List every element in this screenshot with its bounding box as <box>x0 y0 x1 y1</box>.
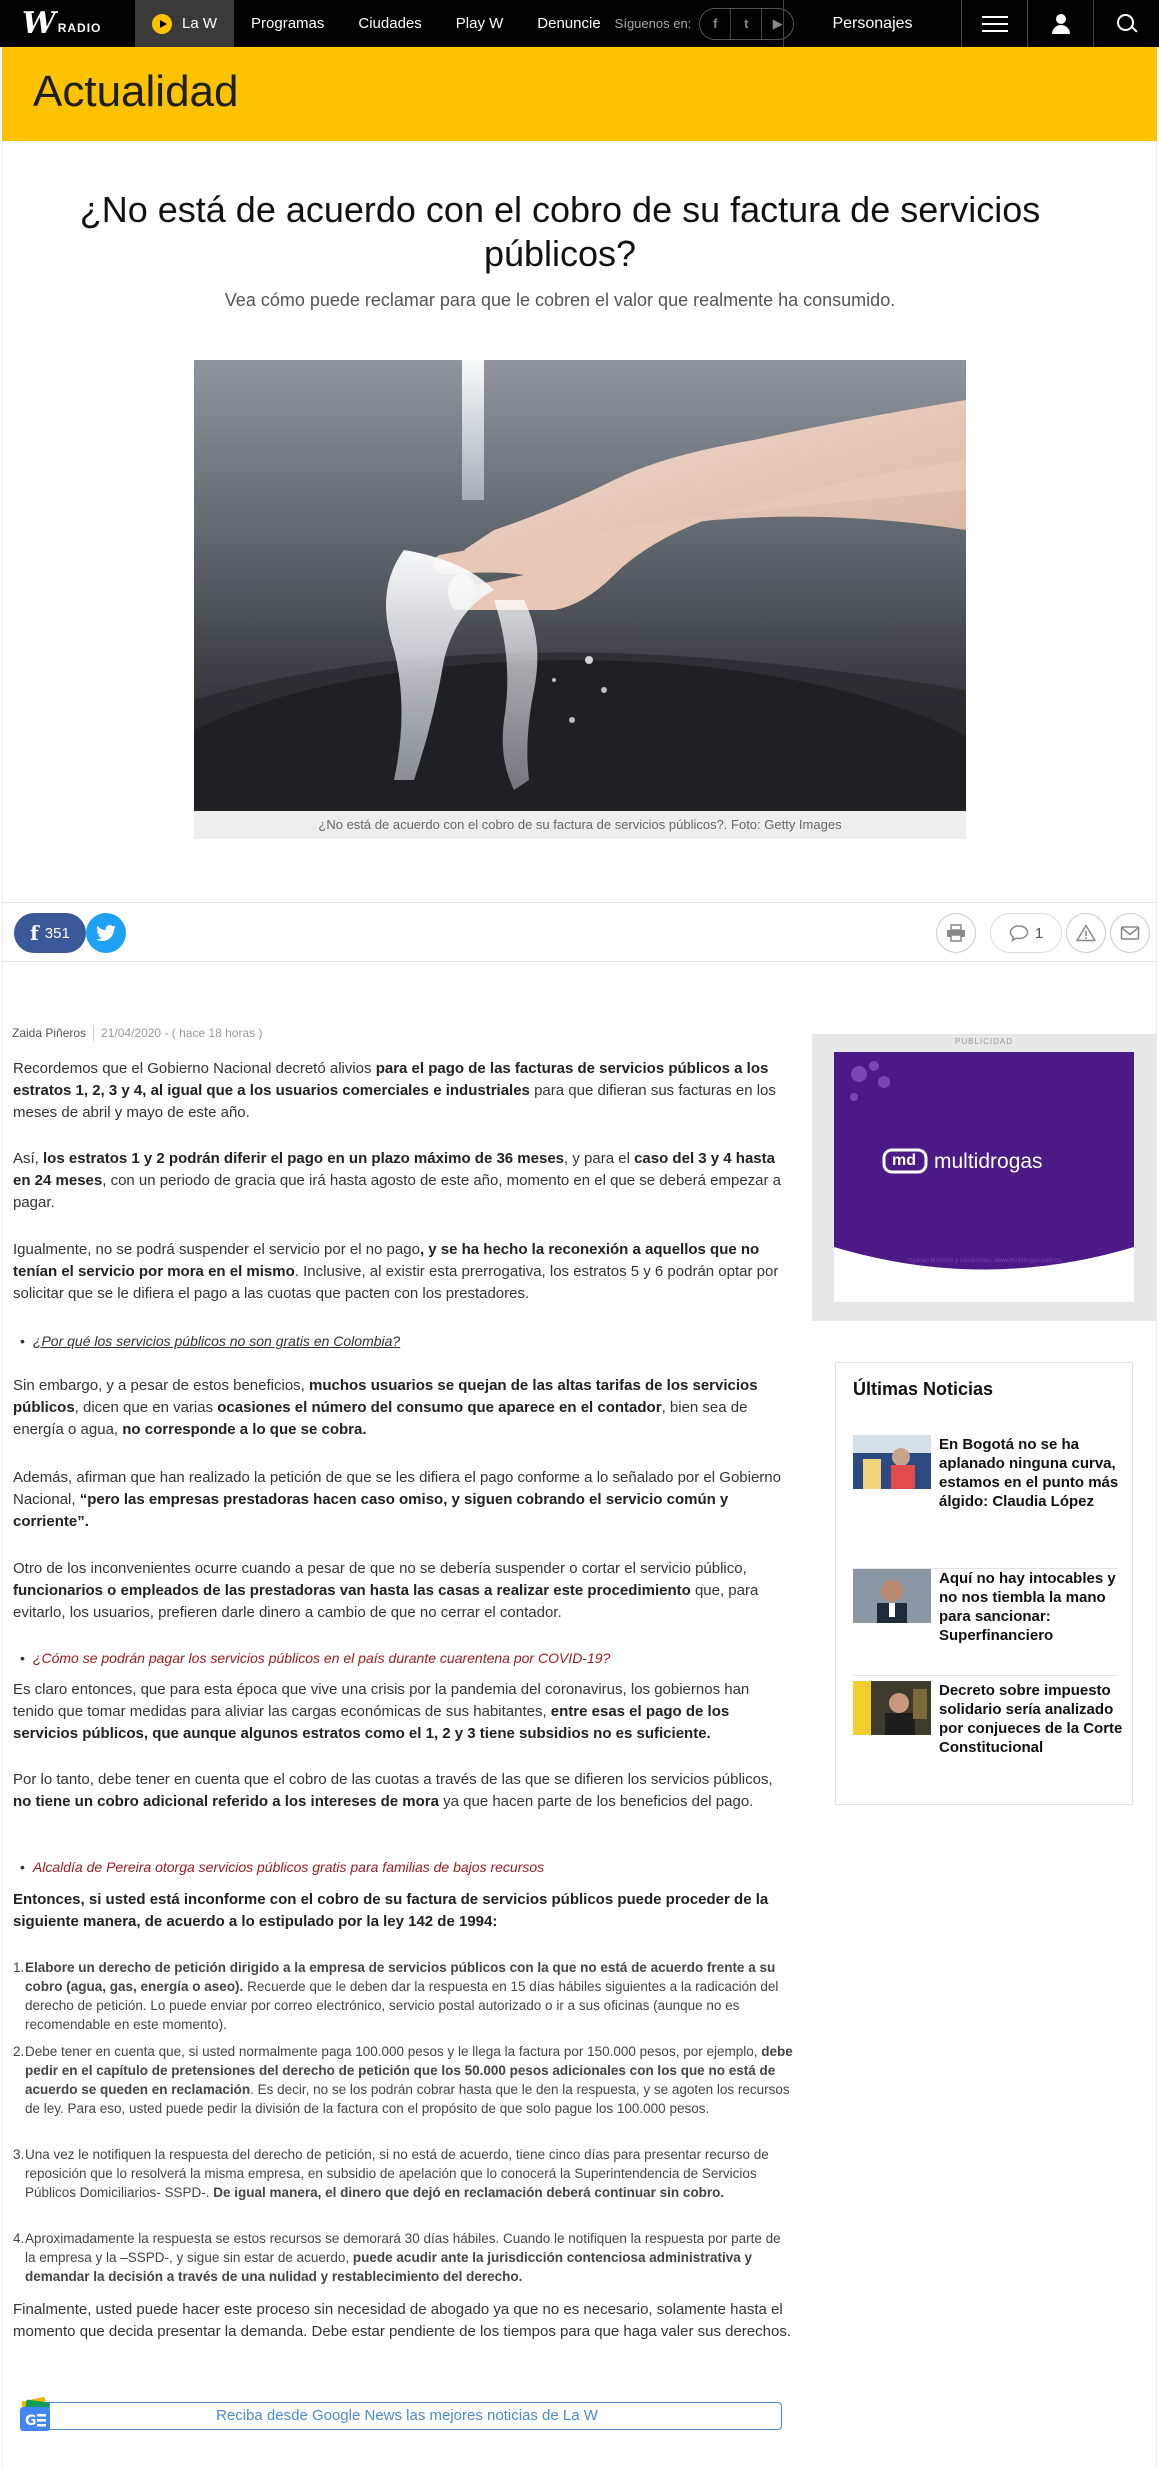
google-news-icon <box>17 2397 55 2435</box>
menu-button[interactable] <box>961 0 1027 47</box>
play-icon <box>152 14 172 34</box>
hands-under-tap-image <box>194 360 966 811</box>
step-3-number: 3. <box>13 2147 25 2162</box>
latest-news-item[interactable] <box>853 1435 1123 1511</box>
news-thumbnail-image-2 <box>853 1569 931 1623</box>
news-divider <box>853 1675 1117 1676</box>
p8-text: Por lo tanto, debe tener en cuenta que el cobro de las cuotas a través de las que se difieren los servicios públicos, <box>13 1771 773 1788</box>
latest-news-headline: Aquí no hay intocables y no nos tiembla la mano para sancionar: Superfinanciero <box>939 1570 1116 1644</box>
paragraph-6 <box>13 1558 791 1624</box>
step-1-bold: Elabore un derecho de petición dirigido a la empresa de servicios públicos con la que no está de acuerdo frente a su cobro (agua, gas, energía o aseo). <box>25 1960 776 1994</box>
multidrogas-ad-creative[interactable] <box>834 1052 1134 1302</box>
news-thumbnail-image-1 <box>853 1435 931 1489</box>
p4-text-mid: , dicen que en varias <box>74 1399 218 1416</box>
warning-icon <box>1076 924 1096 942</box>
page-border-right <box>1156 141 1157 2469</box>
step-4-text <box>25 2229 793 2286</box>
nav-item-denuncie[interactable]: Denuncie <box>537 15 601 32</box>
nav-item-programas[interactable]: Programas <box>251 15 325 32</box>
news-thumbnail-image-3 <box>853 1681 931 1735</box>
nav-item-ciudades[interactable]: Ciudades <box>358 15 422 32</box>
share-bar <box>2 902 1157 962</box>
p5-bold: “pero las empresas prestadoras hacen caso omiso, y siguen cobrando el servicio común y corriente”. <box>13 1491 729 1530</box>
comments-count: 1 <box>1034 924 1044 942</box>
ad-label: PUBLICIDAD <box>954 1037 1013 1046</box>
p2-text-end: , con un periodo de gracia que irá hasta agosto de este año, momento en el que se deberá empezar a pagar. <box>13 1172 782 1211</box>
photo-caption: ¿No está de acuerdo con el cobro de su factura de servicios públicos?. Foto: Getty Images <box>194 811 966 839</box>
nav-item-la-w[interactable]: La W <box>135 0 234 47</box>
paragraph-1 <box>13 1058 791 1124</box>
paragraph-3 <box>13 1239 791 1305</box>
nav-right <box>783 0 1159 47</box>
byline-divider <box>93 1025 94 1041</box>
step-2-start: Debe tener en cuenta que, si usted normalmente paga 100.000 pesos y le llega la factura por 150.000 pesos, por ejemplo, <box>25 2044 762 2059</box>
step-2-text <box>25 2042 793 2118</box>
step-4-start: Aproximadamente la respuesta se estos recursos se demorará 30 días hábiles. Cuando le notifiquen la respuesta por parte de la empresa y la –SSPD-, y sigue sin estar de acuerdo, <box>25 2231 781 2265</box>
top-navigation <box>0 0 1159 47</box>
hamburger-icon <box>982 16 1008 32</box>
search-button[interactable] <box>1093 0 1159 47</box>
envelope-icon <box>1120 925 1140 941</box>
latest-news-item[interactable] <box>853 1569 1123 1645</box>
latest-news-panel <box>835 1362 1133 1805</box>
email-button[interactable] <box>1110 913 1150 953</box>
advertisement <box>812 1034 1156 1321</box>
ad-fine-print: *Aplican términos y condiciones. www.multidrogas.com.co <box>906 1258 1062 1264</box>
comments-button[interactable] <box>990 913 1062 953</box>
paragraph-10: Finalmente, usted puede hacer este proceso sin necesidad de abogado ya que no es necesario, solamente hasta el momento que decida presentar la demanda. Debe estar pendiente de los tiempos para que haga valer sus derechos. <box>13 2301 791 2340</box>
p5-text: Además, afirman que han realizado la petición de que se les difiera el pago conforme a lo señalado por el Gobierno Nacional, <box>13 1469 781 1508</box>
svg-text:G: G <box>25 2413 37 2429</box>
author-name[interactable]: Zaida Piñeros <box>12 1026 87 1040</box>
social-links <box>699 8 794 40</box>
step-4-number: 4. <box>13 2231 25 2246</box>
search-icon <box>1117 14 1137 34</box>
p2-text-mid: , y para el <box>564 1150 635 1167</box>
youtube-icon[interactable]: ▶ <box>772 15 783 31</box>
facebook-share-count: 351 <box>44 924 70 942</box>
p3-text-end: . Inclusive, al existir esta prerrogativa, los estratos 5 y 6 podrán optar por solicitar que se le difiera el pago a las cuotas que pacten con los prestadores. <box>13 1263 779 1302</box>
news-thumbnail <box>853 1435 931 1489</box>
facebook-icon[interactable]: f <box>700 9 731 39</box>
facebook-share-button[interactable] <box>14 913 86 953</box>
p7-text: Es claro entonces, que para esta época que vive una crisis por la pandemia del coronavirus, los gobiernos han tenido que tomar medidas para aliviar las cargas económicas de sus habitantes, <box>13 1681 750 1720</box>
step-2-bold: debe pedir en el capítulo de pretensiones del derecho de petición que los 50.000 pesos adicionales con los que no está de acuerdo se queden en reclamación <box>25 2044 793 2097</box>
news-thumbnail <box>853 1681 931 1735</box>
related-link-2 <box>20 1648 800 1668</box>
w-radio-logo[interactable]: W RADIO <box>22 6 102 41</box>
p8-bold: no tiene un cobro adicional referido a los intereses de mora <box>13 1793 439 1810</box>
step-4-bold: puede acudir ante la jurisdicción contenciosa administrativa y demandar la decisión a través de una nulidad y restablecimiento del derecho. <box>25 2250 753 2284</box>
user-button[interactable] <box>1027 0 1093 47</box>
page-border-left <box>2 141 3 2469</box>
step-2-number: 2. <box>13 2044 25 2059</box>
latest-news-headline: Decreto sobre impuesto solidario sería analizado por conjueces de la Corte Constitucional <box>939 1682 1123 1756</box>
p4-text: Sin embargo, y a pesar de estos beneficios, <box>13 1377 310 1394</box>
news-thumbnail <box>853 1569 931 1623</box>
p8-text-end: ya que hacen parte de los beneficios del pago. <box>438 1793 754 1810</box>
p2-text: Así, <box>13 1150 44 1167</box>
section-title[interactable]: Actualidad <box>33 67 239 116</box>
nav-item-play-w[interactable]: Play W <box>455 15 504 32</box>
step-3-start: Una vez le notifiquen la respuesta del derecho de petición, si no está de acuerdo, tiene cinco días para presentar recurso de reposición que lo resolverá la misma empresa, en subsidio de apelación que lo conocerá la Superintendencia de Servicios Públicos Domiciliarios- SSPD-. <box>25 2147 769 2200</box>
paragraph-8 <box>13 1769 791 1813</box>
paragraph-9: Entonces, si usted está inconforme con el cobro de su factura de servicios públicos puede proceder de la siguiente manera, de acuerdo a lo estipulado por la ley 142 de 1994: <box>13 1891 769 1930</box>
related-link-3-anchor[interactable]: Alcaldía de Pereira otorga servicios públicos gratis para familias de bajos recursos <box>32 1859 545 1875</box>
article-subtitle: Vea cómo puede reclamar para que le cobren el valor que realmente ha consumido. <box>224 290 896 310</box>
p6-bold: funcionarios o empleados de las prestadoras van hasta las casas a realizar este procedimiento <box>13 1582 691 1599</box>
p4-bold-2: ocasiones el número del consumo que aparece en el contador <box>217 1399 662 1416</box>
google-news-cta[interactable]: Reciba desde Google News las mejores noticias de La W <box>32 2402 782 2430</box>
p2-bold-2: caso del 3 y 4 hasta en 24 meses <box>13 1150 775 1189</box>
follow-us-label: Síguenos en: <box>614 16 692 31</box>
step-1-text <box>25 1958 793 2034</box>
p3-bold: , y se ha hecho la reconexión a aquellos que no tenían el servicio por mora en el mismo <box>13 1241 760 1280</box>
paragraph-4 <box>13 1375 791 1441</box>
p1-text: Recordemos que el Gobierno Nacional decretó alivios <box>13 1060 376 1077</box>
related-link-1-anchor[interactable]: ¿Por qué los servicios públicos no son gratis en Colombia? <box>32 1333 401 1349</box>
ad-brand-name: multidrogas <box>934 1150 1043 1173</box>
p6-text: Otro de los inconvenientes ocurre cuando a pesar de que no se debería suspender o cortar el servicio público, <box>13 1560 747 1577</box>
step-3-text <box>25 2145 793 2202</box>
latest-news-title: Últimas Noticias <box>853 1379 994 1399</box>
paragraph-2 <box>13 1148 791 1214</box>
related-link-1 <box>20 1331 800 1351</box>
printer-icon <box>946 924 966 942</box>
related-link-3 <box>20 1857 800 1877</box>
ad-brand-mark: md <box>892 1152 916 1169</box>
user-icon <box>1051 14 1071 34</box>
article-photo <box>194 360 966 811</box>
twitter-icon[interactable]: t <box>731 9 762 39</box>
p1-bold: para el pago de las facturas de servicios públicos a los estratos 1, 2, 3 y 4, al igual que a los usuarios comerciales e industriales <box>13 1060 769 1099</box>
facebook-icon: f <box>30 921 39 945</box>
twitter-icon <box>96 925 116 941</box>
p4-bold-3: no corresponde a lo que se cobra. <box>122 1421 367 1438</box>
p6-text-end: que, para evitarlo, los usuarios, prefieren darle dinero a cambio de que no cerrar el contador. <box>13 1582 759 1621</box>
step-2-rest: . Es decir, no se los podrán cobrar hasta que le den la respuesta, y se agoten los recursos de ley. Para eso, usted puede pedir la división de la factura con el propósito de que solo pague los 100.000 pesos. <box>25 2082 790 2116</box>
paragraph-7 <box>13 1679 791 1745</box>
byline <box>12 1025 262 1041</box>
publish-date: 21/04/2020 - ( hace 18 horas ) <box>101 1026 263 1040</box>
latest-news-headline: En Bogotá no se ha aplanado ninguna curva, estamos en el punto más álgido: Claudia López <box>939 1436 1119 1510</box>
personajes-button[interactable]: Personajes <box>783 0 961 47</box>
p3-text: Igualmente, no se podrá suspender el servicio por el no pago <box>13 1241 420 1258</box>
article-title: ¿No está de acuerdo con el cobro de su factura de servicios públicos? <box>79 189 1041 274</box>
p1-text-end: para que difieran sus facturas en los meses de abril y mayo de este año. <box>13 1082 776 1121</box>
related-link-2-anchor[interactable]: ¿Cómo se podrán pagar los servicios públicos en el país durante cuarentena por COVID-19? <box>32 1650 611 1666</box>
p4-bold-1: muchos usuarios se quejan de las altas tarifas de los servicios públicos <box>13 1377 758 1416</box>
twitter-share-button[interactable] <box>86 913 126 953</box>
p2-bold-1: los estratos 1 y 2 podrán diferir el pago en un plazo máximo de 36 meses <box>43 1150 565 1167</box>
report-button[interactable] <box>1066 913 1106 953</box>
ad-background <box>834 1052 1134 1302</box>
print-button[interactable] <box>936 913 976 953</box>
latest-news-item[interactable] <box>853 1681 1123 1757</box>
section-banner <box>2 47 1157 141</box>
step-1-rest: Recuerde que le deben dar la respuesta en 15 días hábiles siguientes a la radicación del derecho de petición. Lo puede enviar por correo electrónico, servicio postal autorizado o ir a sus oficinas (aunque no es recomendable en este momento). <box>25 1979 779 2032</box>
step-3-bold: De igual manera, el dinero que dejó en reclamación deberá continuar sin cobro. <box>213 2185 725 2200</box>
p4-text-mid-2: , bien sea de energía o agua, <box>13 1399 748 1438</box>
p7-bold: entre esas el pago de los servicios públicos, que aunque algunos estratos como el 1, 2 y 3 tiene subsidios no es suficiente. <box>13 1703 730 1742</box>
comment-icon <box>1009 924 1029 942</box>
follow-us <box>615 8 795 40</box>
paragraph-5 <box>13 1467 791 1533</box>
step-1-number: 1. <box>13 1960 25 1975</box>
